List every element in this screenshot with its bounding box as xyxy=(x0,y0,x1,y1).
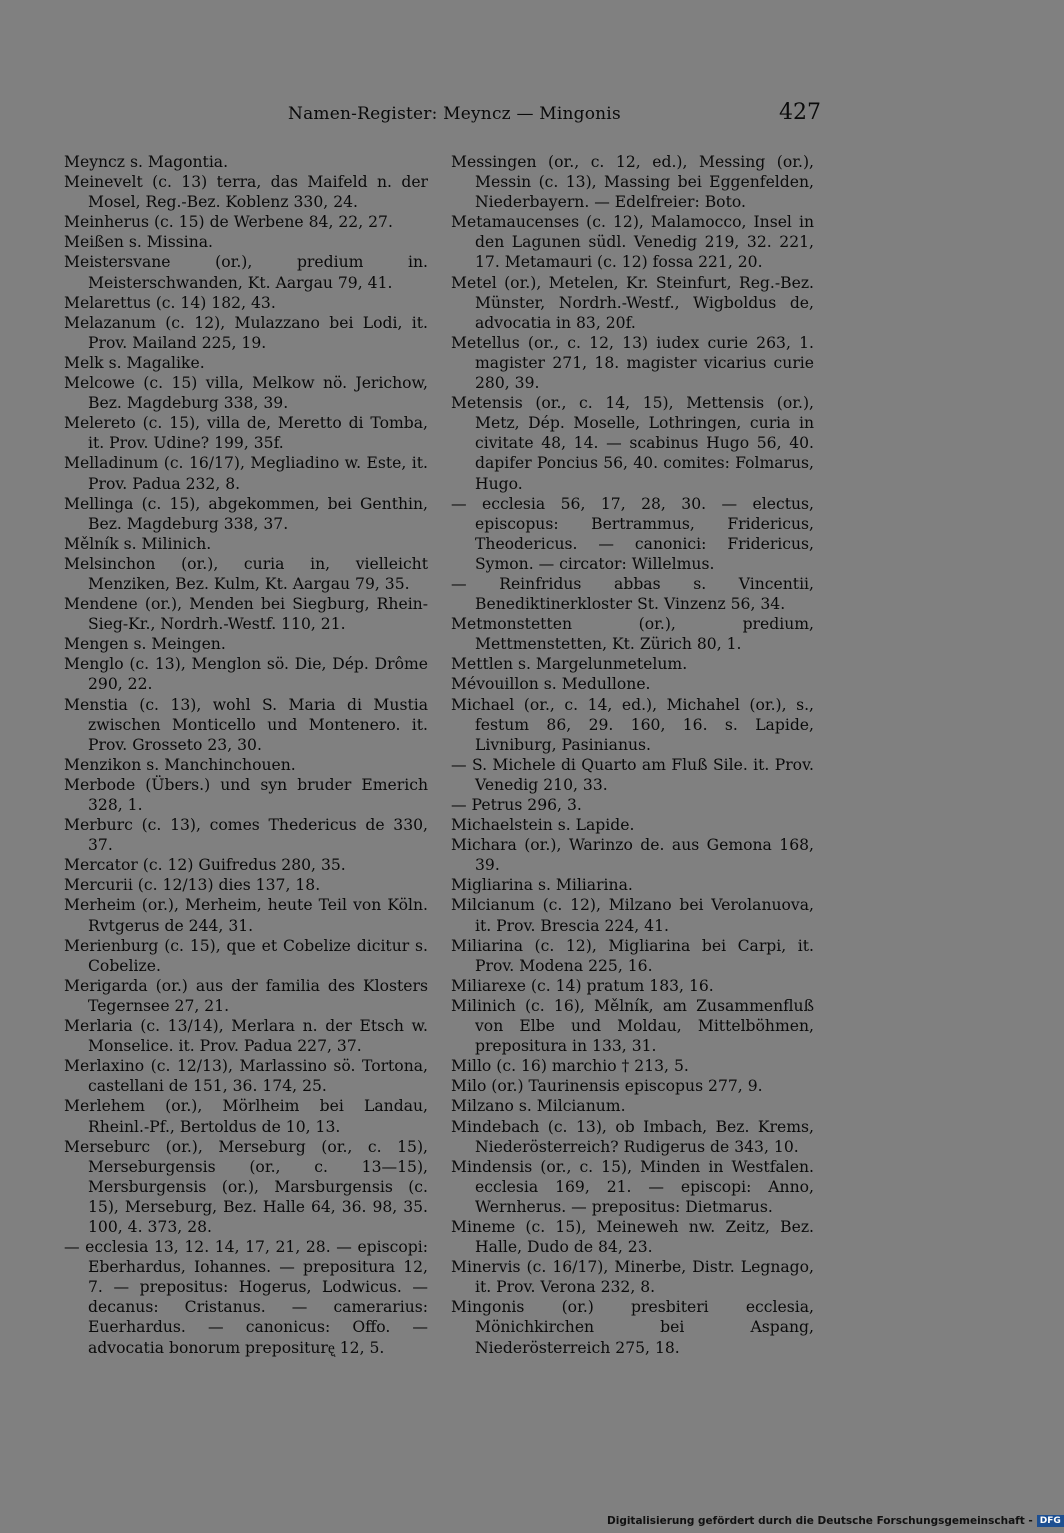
index-entry: Mingonis (or.) presbiteri ecclesia, Mönichkirchen bei Aspang, Niederösterreich 275, 18. xyxy=(451,1298,814,1357)
index-entry: Merigarda (or.) aus der familia des Klosters Tegernsee 27, 21. xyxy=(64,976,428,1015)
index-entry: Mendene (or.), Menden bei Siegburg, Rhein-Sieg-Kr., Nordrh.-Westf. 110, 21. xyxy=(64,595,428,634)
index-entry: — ecclesia 56, 17, 28, 30. — electus, episcopus: Bertrammus, Fridericus, Theodericus. — canonici: Fridericus, Symon. — circator: Willelmus. xyxy=(451,494,814,573)
index-entry: Merbode (Übers.) und syn bruder Emerich 328, 1. xyxy=(64,775,428,814)
index-entry: Michara (or.), Warinzo de. aus Gemona 168, 39. xyxy=(451,836,814,875)
index-entry: Metellus (or., c. 12, 13) iudex curie 263, 1. magister 271, 18. magister vicarius curie 280, 39. xyxy=(451,333,814,393)
index-entry: Meinevelt (c. 13) terra, das Maifeld n. der Mosel, Reg.-Bez. Koblenz 330, 24. xyxy=(64,173,428,212)
index-entry: Mellinga (c. 15), abgekommen, bei Genthin, Bez. Magdeburg 338, 37. xyxy=(64,494,428,533)
index-entry: Millo (c. 16) marchio † 213, 5. xyxy=(451,1057,689,1076)
index-entry: Meinherus (c. 15) de Werbene 84, 22, 27. xyxy=(64,213,393,232)
index-entry: Metamaucenses (c. 12), Malamocco, Insel in den Lagunen südl. Venedig 219, 32. 221, 17. Metamauri (c. 12) fossa 221, 20. xyxy=(451,213,814,272)
right-column xyxy=(451,152,814,1358)
index-entry: Merienburg (c. 15), que et Cobelize dicitur s. Cobelize. xyxy=(64,936,428,975)
index-entry: Miliarina (c. 12), Migliarina bei Carpi, it. Prov. Modena 225, 16. xyxy=(451,936,814,975)
index-entry: Metel (or.), Metelen, Kr. Steinfurt, Reg.-Bez. Münster, Nordrh.-Westf., Wigboldus de, advocatia in 83, 20f. xyxy=(451,273,814,332)
index-entry: Meißen s. Missina. xyxy=(64,233,213,252)
index-entry: — Reinfridus abbas s. Vincentii, Benediktinerkloster St. Vinzenz 56, 34. xyxy=(451,574,814,614)
index-entry: Meistersvane (or.), predium in. Meisterschwanden, Kt. Aargau 79, 41. xyxy=(64,253,428,292)
index-entry: Mercator (c. 12) Guifredus 280, 35. xyxy=(64,856,346,875)
index-entry: Meyncz s. Magontia. xyxy=(64,153,229,171)
index-entry: Milcianum (c. 12), Milzano bei Verolanuova, it. Prov. Brescia 224, 41. xyxy=(451,896,814,935)
index-entry: Merseburc (or.), Merseburg (or., c. 15), Merseburgensis (or., c. 13—15), Mersburgensis (or.), Marsburgensis (c. 15), Merseburg, Bez. Halle 64, 36. 98, 35. 100, 4. 373, 28. xyxy=(64,1137,428,1236)
index-entry: Melladinum (c. 16/17), Megliadino w. Este, it. Prov. Padua 232, 8. xyxy=(64,454,428,493)
left-column xyxy=(64,152,428,1358)
index-entry: Mindebach (c. 13), ob Imbach, Bez. Krems, Niederösterreich? Rudigerus de 343, 10. xyxy=(451,1117,814,1156)
index-entry: Michael (or., c. 14, ed.), Michahel (or.), s., festum 86, 29. 160, 16. s. Lapide, Livniburg, Pasinianus. xyxy=(451,695,814,754)
index-entry: Melarettus (c. 14) 182, 43. xyxy=(64,293,276,312)
page-number: 427 xyxy=(779,100,821,125)
index-entry: Milzano s. Milcianum. xyxy=(451,1097,626,1116)
index-entry: Mengen s. Meingen. xyxy=(64,635,226,654)
index-entry: Mettlen s. Margelunmetelum. xyxy=(451,655,688,674)
footer xyxy=(607,1514,1064,1528)
footer-text: Digitalisierung gefördert durch die Deutsche Forschungsgemeinschaft - xyxy=(607,1515,1033,1527)
page-header xyxy=(0,100,1000,132)
index-entry: Merheim (or.), Merheim, heute Teil von Köln. Rvtgerus de 244, 31. xyxy=(64,896,428,935)
index-entry: — S. Michele di Quarto am Fluß Sile. it. Prov. Venedig 210, 33. xyxy=(451,755,814,794)
dfg-logo: DFG xyxy=(1037,1515,1064,1527)
index-entry: Merburc (c. 13), comes Thedericus de 330, 37. xyxy=(64,816,428,855)
index-entry: Migliarina s. Miliarina. xyxy=(451,876,633,895)
index-entry: — ecclesia 13, 12. 14, 17, 21, 28. — episcopi: Eberhardus, Iohannes. — prepositura 12, 7. — prepositus: Hogerus, Lodwicus. — decanus: Cristanus. — camerarius: Euerhardus. — canonicus: Offo. — advocatia bonorum preposituręͅ 12, 5. xyxy=(64,1238,428,1357)
index-entry: Melk s. Magalike. xyxy=(64,353,205,372)
index-entry: Menglo (c. 13), Menglon sö. Die, Dép. Drôme 290, 22. xyxy=(64,655,428,694)
index-entry: Menstia (c. 13), wohl S. Maria di Mustia zwischen Monticello und Montenero. it. Prov. Grosseto 23, 30. xyxy=(64,695,428,754)
index-entry: Mindensis (or., c. 15), Minden in Westfalen. ecclesia 169, 21. — episcopi: Anno, Wernherus. — prepositus: Dietmarus. xyxy=(451,1157,814,1216)
index-entry: Minervis (c. 16/17), Minerbe, Distr. Legnago, it. Prov. Verona 232, 8. xyxy=(451,1258,814,1297)
running-title: Namen-Register: Meyncz — Mingonis xyxy=(288,104,621,124)
index-entry: Menzikon s. Manchinchouen. xyxy=(64,755,296,774)
index-entry: Merlaxino (c. 12/13), Marlassino sö. Tortona, castellani de 151, 36. 174, 25. xyxy=(64,1057,428,1096)
index-entry: Mělník s. Milinich. xyxy=(64,534,212,553)
index-entry: Melazanum (c. 12), Mulazzano bei Lodi, it. Prov. Mailand 225, 19. xyxy=(64,313,428,352)
index-entry: Mercurii (c. 12/13) dies 137, 18. xyxy=(64,876,321,895)
index-entry: Mévouillon s. Medullone. xyxy=(451,675,651,694)
index-entry: Merlaria (c. 13/14), Merlara n. der Etsch w. Monselice. it. Prov. Padua 227, 37. xyxy=(64,1017,428,1056)
index-entry: — Petrus 296, 3. xyxy=(451,796,582,814)
index-entry: Milo (or.) Taurinensis episcopus 277, 9. xyxy=(451,1077,763,1096)
index-entry: Milinich (c. 16), Mělník, am Zusammenfluß von Elbe und Moldau, Mittelböhmen, prepositura in 133, 31. xyxy=(451,996,814,1056)
index-entry: Messingen (or., c. 12, ed.), Messing (or.), Messin (c. 13), Massing bei Eggenfelden, Niederbayern. — Edelfreier: Boto. xyxy=(451,153,814,212)
index-entry: Melsinchon (or.), curia in, vielleicht Menziken, Bez. Kulm, Kt. Aargau 79, 35. xyxy=(64,554,428,593)
index-entry: Melereto (c. 15), villa de, Meretto di Tomba, it. Prov. Udine? 199, 35f. xyxy=(64,414,428,453)
index-entry: Metmonstetten (or.), predium, Mettmenstetten, Kt. Zürich 80, 1. xyxy=(451,615,814,654)
index-entry: Metensis (or., c. 14, 15), Mettensis (or.), Metz, Dép. Moselle, Lothringen, curia in civitate 48, 14. — scabinus Hugo 56, 40. dapifer Poncius 56, 40. comites: Folmarus, Hugo. xyxy=(451,394,814,493)
index-entry: Michaelstein s. Lapide. xyxy=(451,816,635,835)
index-entry: Merlehem (or.), Mörlheim bei Landau, Rheinl.-Pf., Bertoldus de 10, 13. xyxy=(64,1097,428,1136)
index-entry: Miliarexe (c. 14) pratum 183, 16. xyxy=(451,976,714,995)
index-entry: Mineme (c. 15), Meineweh nw. Zeitz, Bez. Halle, Dudo de 84, 23. xyxy=(451,1217,814,1257)
index-entry: Melcowe (c. 15) villa, Melkow nö. Jerichow, Bez. Magdeburg 338, 39. xyxy=(64,374,428,413)
